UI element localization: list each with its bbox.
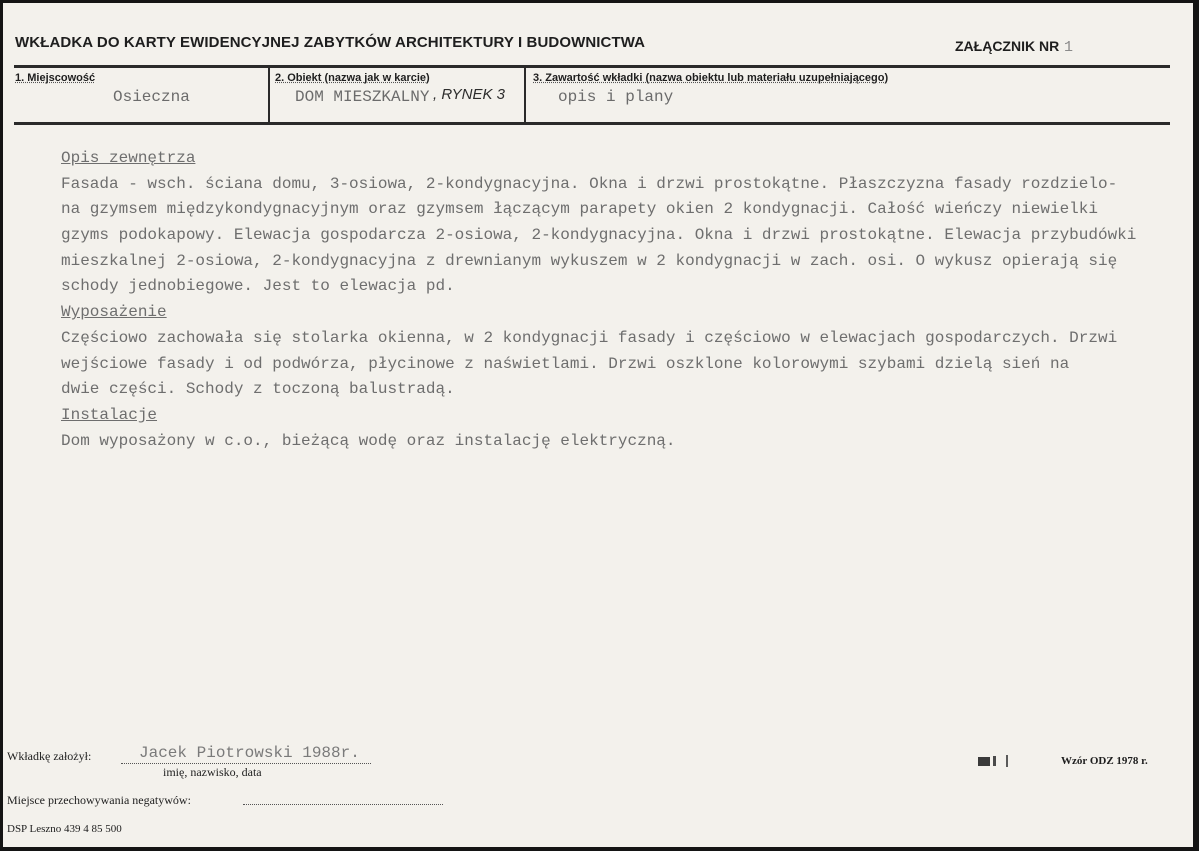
description-line: Fasada - wsch. ściana domu, 3-osiowa, 2-kondygnacyjna. Okna i drzwi prostokątne. Płaszczyzna fasady rozdzielo- [61, 174, 1118, 193]
attachment-number: 1 [1064, 39, 1074, 56]
header-bottom-rule [14, 122, 1170, 125]
object-label: 2. Obiekt (nazwa jak w karcie) [275, 72, 430, 84]
description-line: dwie części. Schody z toczoną balustradą. [61, 380, 455, 399]
field-divider-1 [268, 65, 270, 122]
section-heading-equipment: Wyposażenie [61, 303, 167, 322]
locality-value: Osieczna [113, 88, 190, 106]
field-divider-2 [524, 65, 526, 122]
description-line: Dom wyposażony w c.o., bieżącą wodę oraz instalację elektryczną. [61, 431, 676, 450]
content-value: opis i plany [558, 88, 674, 106]
object-value: DOM MIESZKALNY [295, 88, 430, 106]
description-line: schody jednobiegowe. Jest to elewacja pd. [61, 277, 455, 296]
founder-dotted-line [121, 763, 371, 764]
description-line: wejściowe fasady i od podwórza, płycinowe z naświetlami. Drzwi oszklone kolorowymi szybami dzielą sień na [61, 354, 1070, 373]
print-info: DSP Leszno 439 4 85 500 [7, 823, 122, 835]
description-line: na gzymsem międzykondygnacyjnym oraz gzymsem łączącym parapety okien 2 kondygnacji. Całość wieńczy niewielki [61, 200, 1098, 219]
form-template-label: Wzór ODZ 1978 r. [1061, 755, 1148, 767]
object-handwritten-address: , RYNEK 3 [433, 86, 505, 103]
section-heading-exterior: Opis zewnętrza [61, 149, 196, 167]
founder-label: Wkładkę założył: [7, 749, 92, 763]
header-top-rule [14, 65, 1170, 68]
description-line: gzyms podokapowy. Elewacja gospodarcza 2-osiowa, 2-kondygnacyjna. Okna i drzwi prostokątne. Elewacja przybudówki [61, 226, 1137, 245]
record-card [3, 3, 1193, 847]
attachment-label: ZAŁĄCZNIK NR [955, 38, 1060, 54]
section-heading-installations: Instalacje [61, 405, 158, 424]
ink-marks-icon [978, 753, 1018, 769]
description-line: Częściowo zachowała się stolarka okienna, w 2 kondygnacji fasady i częściowo w elewacjach gospodarczych. Drzwi [61, 328, 1118, 347]
description-line: mieszkalnej 2-osiowa, 2-kondygnacyjna z drewnianym wykuszem w 2 kondygnacji w zach. osi. O wykusz opierają się [61, 251, 1118, 270]
founder-caption: imię, nazwisko, data [163, 765, 262, 779]
card-title: WKŁADKA DO KARTY EWIDENCYJNEJ ZABYTKÓW ARCHITEKTURY I BUDOWNICTWA [15, 34, 646, 51]
founder-value: Jacek Piotrowski 1988r. [139, 744, 360, 762]
description-body [61, 146, 1189, 454]
negatives-label: Miejsce przechowywania negatywów: [7, 793, 191, 807]
locality-label: 1. Miejscowość [15, 72, 96, 84]
content-label: 3. Zawartość wkładki (nazwa obiektu lub materiału uzupełniającego) [533, 72, 889, 84]
negatives-dotted-line [243, 804, 443, 805]
